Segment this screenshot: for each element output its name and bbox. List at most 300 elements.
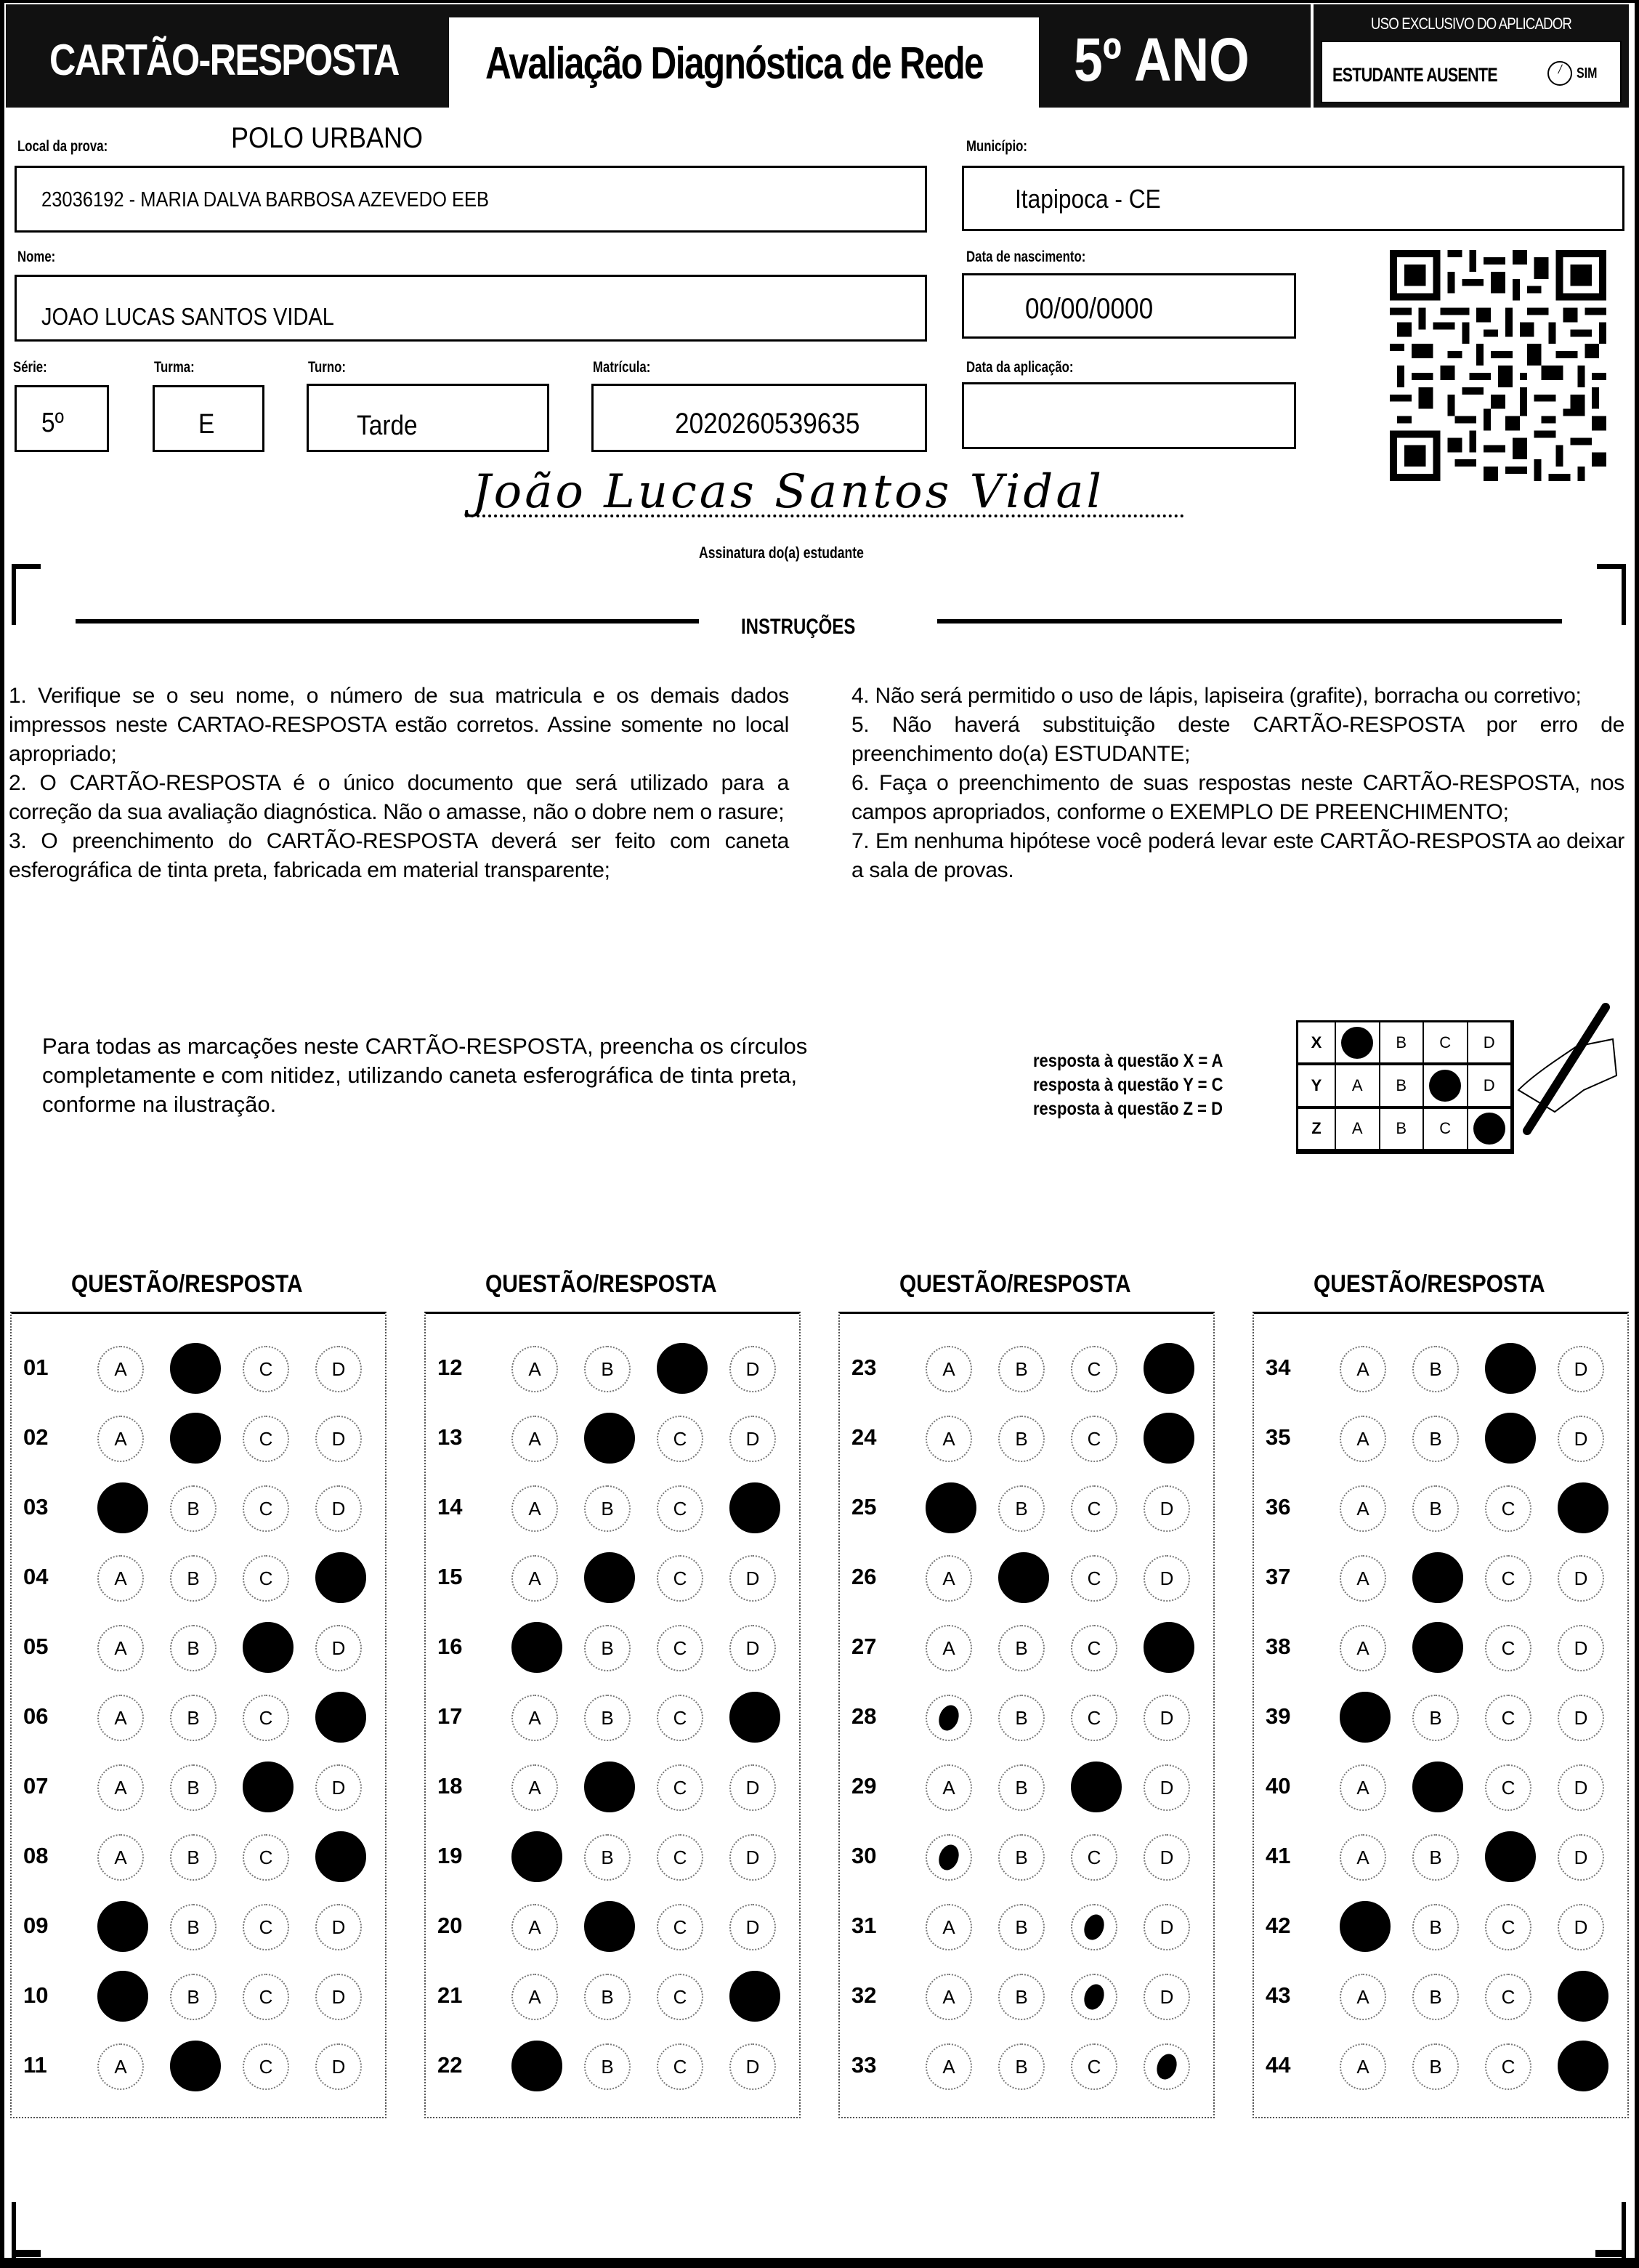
- birth-date-field: [962, 273, 1296, 339]
- answer-bubble-b[interactable]: B: [1412, 1485, 1459, 1532]
- answer-bubble-d[interactable]: D: [315, 1974, 362, 2020]
- answer-bubble-b[interactable]: B: [998, 1416, 1045, 1462]
- answer-row: [840, 1474, 1216, 1543]
- answer-bubble-c[interactable]: C: [1485, 1555, 1531, 1602]
- answer-bubble-b[interactable]: B: [998, 1485, 1045, 1532]
- absent-student-bubble[interactable]: [1547, 61, 1572, 86]
- answer-bubble-c[interactable]: C: [243, 1416, 289, 1462]
- answer-bubble-d[interactable]: [1144, 2043, 1190, 2090]
- answer-bubble-c[interactable]: C: [1071, 1555, 1117, 1602]
- card-title: CARTÃO-RESPOSTA: [49, 36, 399, 84]
- example-option-b: B: [1380, 1065, 1425, 1108]
- answer-bubble-b[interactable]: B: [998, 1346, 1045, 1392]
- page-border-left: [0, 0, 4, 2268]
- legend-line: resposta à questão X = A: [1033, 1051, 1223, 1071]
- answer-row: [426, 1543, 802, 1613]
- answer-bubble-d[interactable]: [315, 1692, 366, 1743]
- answer-bubble-b[interactable]: B: [170, 1625, 216, 1671]
- answer-bubble-d[interactable]: D: [1558, 1764, 1604, 1811]
- answer-bubble-d[interactable]: [729, 1971, 780, 2022]
- answer-bubble-d[interactable]: [315, 1552, 366, 1603]
- municipality-label: Município:: [966, 138, 1027, 155]
- instructions-left-column: [9, 682, 789, 885]
- location-area: POLO URBANO: [231, 122, 424, 154]
- answer-row: [12, 1543, 388, 1613]
- answer-bubble-a[interactable]: A: [1340, 1834, 1386, 1881]
- absent-student-label: ESTUDANTE AUSENTE: [1332, 64, 1497, 86]
- school-field: [15, 166, 927, 233]
- answer-bubble-a[interactable]: A: [97, 1555, 144, 1602]
- example-row-label: X: [1298, 1022, 1336, 1065]
- answer-bubble-c[interactable]: C: [243, 1346, 289, 1392]
- answer-bubble-c[interactable]: C: [657, 2043, 703, 2090]
- question-number: 09: [23, 1913, 49, 1938]
- answer-column-3: [838, 1312, 1215, 2118]
- question-number: 14: [437, 1494, 463, 1520]
- answer-bubble-c[interactable]: [243, 1761, 294, 1812]
- answer-bubble-a[interactable]: [926, 1834, 972, 1881]
- answer-bubble-a[interactable]: [511, 2041, 562, 2091]
- answer-bubble-b[interactable]: B: [170, 1555, 216, 1602]
- answer-bubble-a[interactable]: A: [926, 1625, 972, 1671]
- answer-bubble-b[interactable]: [1412, 1622, 1463, 1673]
- answer-bubble-b[interactable]: B: [998, 1974, 1045, 2020]
- enrollment-label: Matrícula:: [593, 359, 651, 376]
- answer-bubble-a[interactable]: A: [511, 1346, 558, 1392]
- answer-bubble-d[interactable]: D: [315, 1416, 362, 1462]
- answer-bubble-d[interactable]: D: [1558, 1904, 1604, 1950]
- answer-row: [426, 1683, 802, 1753]
- question-number: 28: [851, 1703, 877, 1729]
- answer-row: [1254, 1683, 1630, 1753]
- answer-bubble-b[interactable]: B: [1412, 1416, 1459, 1462]
- answer-bubble-a[interactable]: A: [926, 1904, 972, 1950]
- question-number: 24: [851, 1424, 877, 1450]
- answer-bubble-d[interactable]: D: [1558, 1695, 1604, 1741]
- answer-bubble-c[interactable]: [243, 1622, 294, 1673]
- header-bar: [6, 4, 1311, 108]
- answer-bubble-a[interactable]: A: [926, 2043, 972, 2090]
- answer-bubble-a[interactable]: A: [1340, 1974, 1386, 2020]
- answer-bubble-d[interactable]: [1144, 1413, 1194, 1464]
- answer-row: [12, 1892, 388, 1962]
- legend-line: resposta à questão Y = C: [1033, 1075, 1223, 1095]
- answer-row: [426, 1334, 802, 1404]
- answer-bubble-a[interactable]: A: [926, 1764, 972, 1811]
- class-field: [153, 385, 264, 452]
- answer-row: [1254, 1962, 1630, 2032]
- question-number: 11: [23, 2052, 47, 2078]
- answer-bubble-b[interactable]: B: [584, 1625, 631, 1671]
- answer-bubble-b[interactable]: [170, 1413, 221, 1464]
- answer-bubble-a[interactable]: A: [511, 1555, 558, 1602]
- answer-bubble-c[interactable]: [1071, 1761, 1122, 1812]
- answer-row: [12, 1962, 388, 2032]
- question-number: 05: [23, 1634, 49, 1659]
- answer-bubble-b[interactable]: [170, 1343, 221, 1394]
- series-label: Série:: [13, 359, 47, 376]
- answer-bubble-c[interactable]: [1485, 1413, 1536, 1464]
- question-number: 07: [23, 1773, 49, 1799]
- answer-bubble-c[interactable]: C: [1071, 2043, 1117, 2090]
- filled-bubble-icon: [1429, 1070, 1461, 1102]
- series-field: [15, 385, 109, 452]
- answer-bubble-b[interactable]: B: [170, 1485, 216, 1532]
- answer-row: [12, 1613, 388, 1683]
- answer-row: [12, 1753, 388, 1823]
- answer-bubble-a[interactable]: [97, 1482, 148, 1533]
- question-number: 27: [851, 1634, 877, 1659]
- answer-bubble-b[interactable]: B: [998, 1834, 1045, 1881]
- answer-bubble-b[interactable]: B: [1412, 1834, 1459, 1881]
- answer-bubble-d[interactable]: D: [1558, 1416, 1604, 1462]
- answer-bubble-c[interactable]: C: [243, 1485, 289, 1532]
- instruction-item: 5. Não haverá substituição deste CARTÃO-RESPOSTA por erro de preenchimento do(a) ESTUDANTE;: [851, 713, 1624, 766]
- answer-row: [840, 1892, 1216, 1962]
- example-option-d: D: [1468, 1022, 1513, 1065]
- answer-bubble-a[interactable]: A: [97, 1834, 144, 1881]
- grade-title: 5º ANO: [1074, 25, 1250, 94]
- answer-bubble-c[interactable]: [1071, 1904, 1117, 1950]
- answer-bubble-c[interactable]: C: [243, 1555, 289, 1602]
- answer-bubble-d[interactable]: [1144, 1343, 1194, 1394]
- answer-bubble-c[interactable]: C: [243, 1904, 289, 1950]
- question-number: 21: [437, 1982, 463, 2008]
- question-number: 03: [23, 1494, 49, 1520]
- answer-bubble-c[interactable]: [657, 1343, 708, 1394]
- answer-bubble-a[interactable]: A: [97, 2043, 144, 2090]
- answer-bubble-b[interactable]: B: [170, 1904, 216, 1950]
- answer-bubble-c[interactable]: C: [1071, 1346, 1117, 1392]
- corner-bracket-top-left-vertical: [12, 564, 16, 625]
- answer-bubble-a[interactable]: A: [1340, 1764, 1386, 1811]
- applicator-box: [1314, 4, 1629, 108]
- answer-bubble-c[interactable]: C: [1071, 1695, 1117, 1741]
- answer-bubble-b[interactable]: [998, 1552, 1049, 1603]
- answer-bubble-c[interactable]: C: [1485, 1695, 1531, 1741]
- class-value: E: [198, 409, 215, 440]
- question-number: 19: [437, 1843, 463, 1868]
- answer-bubble-d[interactable]: D: [729, 1416, 776, 1462]
- application-date-label: Data da aplicação:: [966, 359, 1074, 376]
- answer-bubble-d[interactable]: [729, 1482, 780, 1533]
- corner-bracket-top-left: [12, 564, 41, 569]
- answer-bubble-a[interactable]: A: [97, 1764, 144, 1811]
- answer-bubble-c[interactable]: C: [657, 1834, 703, 1881]
- question-number: 08: [23, 1843, 49, 1868]
- answer-bubble-b[interactable]: [1412, 1552, 1463, 1603]
- student-signature: João Lucas Santos Vidal: [472, 465, 1104, 519]
- answer-bubble-d[interactable]: [1558, 1482, 1608, 1533]
- answer-bubble-a[interactable]: A: [511, 1974, 558, 2020]
- answer-bubble-b[interactable]: B: [1412, 1695, 1459, 1741]
- answer-bubble-d[interactable]: [315, 1831, 366, 1882]
- answer-bubble-c[interactable]: C: [1071, 1625, 1117, 1671]
- answer-row: [426, 1613, 802, 1683]
- answer-bubble-c[interactable]: C: [657, 1764, 703, 1811]
- answer-bubble-b[interactable]: B: [584, 1974, 631, 2020]
- answer-bubble-c[interactable]: [1071, 1974, 1117, 2020]
- answer-bubble-c[interactable]: C: [1485, 1904, 1531, 1950]
- answer-bubble-d[interactable]: D: [315, 1346, 362, 1392]
- answer-row: [12, 1334, 388, 1404]
- question-number: 44: [1266, 2052, 1291, 2078]
- municipality-value: Itapipoca - CE: [1015, 184, 1161, 214]
- question-number: 20: [437, 1913, 463, 1938]
- answer-bubble-a[interactable]: A: [511, 1695, 558, 1741]
- answer-bubble-a[interactable]: A: [1340, 1625, 1386, 1671]
- answer-bubble-b[interactable]: B: [998, 1904, 1045, 1950]
- answer-bubble-b[interactable]: B: [998, 1695, 1045, 1741]
- answer-bubble-a[interactable]: A: [97, 1346, 144, 1392]
- instruction-item: 4. Não será permitido o uso de lápis, lapiseira (grafite), borracha ou corretivo;: [851, 684, 1582, 708]
- answer-bubble-b[interactable]: [584, 1552, 635, 1603]
- answer-row: [840, 1962, 1216, 2032]
- answer-bubble-c[interactable]: C: [243, 1695, 289, 1741]
- answer-row: [840, 1613, 1216, 1683]
- answer-bubble-c[interactable]: C: [243, 1974, 289, 2020]
- answer-bubble-a[interactable]: A: [1340, 1346, 1386, 1392]
- absent-student-box: [1321, 41, 1622, 103]
- answer-bubble-b[interactable]: [1412, 1761, 1463, 1812]
- question-number: 13: [437, 1424, 463, 1450]
- shift-field: [307, 384, 549, 452]
- answer-bubble-d[interactable]: D: [1144, 1974, 1190, 2020]
- answer-bubble-b[interactable]: B: [584, 1346, 631, 1392]
- instructions-title: INSTRUÇÕES: [741, 615, 856, 639]
- answer-bubble-a[interactable]: A: [1340, 1485, 1386, 1532]
- answer-bubble-a[interactable]: A: [1340, 1555, 1386, 1602]
- municipality-field: [962, 166, 1624, 231]
- answer-bubble-d[interactable]: D: [1558, 1834, 1604, 1881]
- answer-bubble-d[interactable]: D: [1144, 1695, 1190, 1741]
- question-answer-header: QUESTÃO/RESPOSTA: [485, 1270, 717, 1298]
- page-border-bottom: [0, 2258, 1639, 2268]
- answer-bubble-a[interactable]: [511, 1831, 562, 1882]
- answer-bubble-a[interactable]: A: [926, 1974, 972, 2020]
- answer-bubble-d[interactable]: D: [729, 1904, 776, 1950]
- answer-bubble-a[interactable]: [511, 1622, 562, 1673]
- answer-bubble-d[interactable]: D: [315, 2043, 362, 2090]
- answer-bubble-a[interactable]: A: [511, 1904, 558, 1950]
- answer-bubble-a[interactable]: [1340, 1692, 1391, 1743]
- fill-instructions-note: Para todas as marcações neste CARTÃO-RESPOSTA, preencha os círculos completamente e com nitidez, utilizando caneta esferográfica de tinta preta, conforme na ilustração.: [42, 1033, 808, 1117]
- answer-bubble-d[interactable]: [729, 1692, 780, 1743]
- answer-row: [12, 1474, 388, 1543]
- corner-bracket-top-right-vertical: [1622, 564, 1626, 625]
- answer-bubble-b[interactable]: [584, 1901, 635, 1952]
- birth-date-value: 00/00/0000: [1025, 293, 1154, 325]
- answer-bubble-d[interactable]: [1558, 2041, 1608, 2091]
- answer-row: [12, 2032, 388, 2102]
- answer-bubble-b[interactable]: B: [584, 2043, 631, 2090]
- answer-bubble-b[interactable]: B: [170, 1764, 216, 1811]
- fill-example-grid: [1296, 1020, 1514, 1154]
- answer-bubble-c[interactable]: C: [657, 1974, 703, 2020]
- answer-bubble-b[interactable]: [170, 2041, 221, 2091]
- question-number: 25: [851, 1494, 877, 1520]
- answer-bubble-d[interactable]: D: [315, 1904, 362, 1950]
- answer-bubble-a[interactable]: A: [97, 1416, 144, 1462]
- answer-bubble-a[interactable]: A: [97, 1625, 144, 1671]
- answer-bubble-d[interactable]: D: [1558, 1625, 1604, 1671]
- instructions-rule-right: [937, 619, 1562, 624]
- answer-bubble-a[interactable]: A: [926, 1346, 972, 1392]
- answer-bubble-d[interactable]: D: [315, 1764, 362, 1811]
- answer-row: [840, 2032, 1216, 2102]
- question-number: 18: [437, 1773, 463, 1799]
- example-option-c: [1424, 1065, 1468, 1108]
- question-number: 23: [851, 1355, 877, 1380]
- answer-bubble-d[interactable]: D: [1144, 1904, 1190, 1950]
- corner-bracket-bottom-left: [12, 2250, 41, 2257]
- answer-bubble-c[interactable]: C: [657, 1625, 703, 1671]
- answer-bubble-d[interactable]: D: [729, 1555, 776, 1602]
- answer-bubble-a[interactable]: [97, 1901, 148, 1952]
- answer-bubble-b[interactable]: B: [1412, 1904, 1459, 1950]
- answer-bubble-a[interactable]: [1340, 1901, 1391, 1952]
- answer-row: [12, 1683, 388, 1753]
- answer-bubble-c[interactable]: C: [657, 1904, 703, 1950]
- answer-bubble-b[interactable]: B: [170, 1834, 216, 1881]
- answer-row: [840, 1404, 1216, 1474]
- instruction-item: 1. Verifique se o seu nome, o número de sua matricula e os demais dados impressos neste CARTAO-RESPOSTA estão corretos. Assine somente no local apropriado;: [9, 684, 789, 766]
- answer-bubble-c[interactable]: C: [243, 1834, 289, 1881]
- question-number: 10: [23, 1982, 49, 2008]
- answer-bubble-d[interactable]: D: [1144, 1555, 1190, 1602]
- answer-bubble-a[interactable]: A: [511, 1764, 558, 1811]
- answer-bubble-d[interactable]: D: [729, 1764, 776, 1811]
- question-number: 15: [437, 1564, 463, 1589]
- answer-bubble-c[interactable]: C: [657, 1416, 703, 1462]
- question-number: 22: [437, 2052, 463, 2078]
- answer-bubble-a[interactable]: A: [1340, 2043, 1386, 2090]
- question-number: 39: [1266, 1703, 1291, 1729]
- answer-bubble-d[interactable]: D: [315, 1485, 362, 1532]
- corner-bracket-bottom-right: [1595, 2250, 1624, 2257]
- question-number: 26: [851, 1564, 877, 1589]
- answer-bubble-b[interactable]: B: [1412, 2043, 1459, 2090]
- answer-bubble-c[interactable]: C: [657, 1555, 703, 1602]
- answer-bubble-d[interactable]: D: [1144, 1485, 1190, 1532]
- answer-row: [426, 1823, 802, 1892]
- answer-bubble-b[interactable]: B: [584, 1485, 631, 1532]
- answer-bubble-b[interactable]: B: [1412, 1346, 1459, 1392]
- example-row-label: Z: [1298, 1109, 1336, 1152]
- instruction-item: 2. O CARTÃO-RESPOSTA é o único documento que será utilizado para a correção da sua avaliação diagnóstica. Não o amasse, não o dobre nem o rasure;: [9, 771, 789, 824]
- answer-bubble-b[interactable]: B: [170, 1695, 216, 1741]
- answer-column-4: [1252, 1312, 1629, 2118]
- application-date-field[interactable]: [962, 382, 1296, 449]
- question-number: 32: [851, 1982, 877, 2008]
- answer-bubble-a[interactable]: A: [97, 1695, 144, 1741]
- answer-bubble-b[interactable]: B: [584, 1695, 631, 1741]
- answer-bubble-c[interactable]: C: [1485, 2043, 1531, 2090]
- answer-bubble-d[interactable]: D: [1144, 1834, 1190, 1881]
- answer-bubble-b[interactable]: B: [170, 1974, 216, 2020]
- pen-hand-icon: [1489, 1003, 1620, 1148]
- answer-bubble-d[interactable]: D: [729, 1625, 776, 1671]
- question-number: 36: [1266, 1494, 1291, 1520]
- answer-bubble-b[interactable]: [584, 1761, 635, 1812]
- question-answer-header: QUESTÃO/RESPOSTA: [899, 1270, 1131, 1298]
- answer-bubble-d[interactable]: D: [729, 2043, 776, 2090]
- question-number: 30: [851, 1843, 877, 1868]
- enrollment-field: [591, 384, 927, 452]
- answer-bubble-a[interactable]: A: [1340, 1416, 1386, 1462]
- answer-column-2: [424, 1312, 801, 2118]
- question-number: 02: [23, 1424, 49, 1450]
- shift-value: Tarde: [357, 411, 418, 441]
- answer-bubble-c[interactable]: C: [1485, 1625, 1531, 1671]
- question-number: 35: [1266, 1424, 1291, 1450]
- answer-bubble-a[interactable]: A: [511, 1485, 558, 1532]
- answer-bubble-c[interactable]: C: [1485, 1485, 1531, 1532]
- answer-bubble-d[interactable]: [1558, 1971, 1608, 2022]
- answer-bubble-c[interactable]: C: [243, 2043, 289, 2090]
- answer-bubble-a[interactable]: A: [511, 1416, 558, 1462]
- answer-bubble-c[interactable]: C: [1071, 1416, 1117, 1462]
- question-number: 29: [851, 1773, 877, 1799]
- answer-bubble-a[interactable]: [97, 1971, 148, 2022]
- answer-bubble-d[interactable]: D: [1558, 1555, 1604, 1602]
- answer-bubble-d[interactable]: [1144, 1622, 1194, 1673]
- answer-bubble-c[interactable]: C: [657, 1485, 703, 1532]
- answer-bubble-c[interactable]: [1485, 1343, 1536, 1394]
- answer-bubble-c[interactable]: C: [657, 1695, 703, 1741]
- answer-column-1: [10, 1312, 387, 2118]
- answer-bubble-d[interactable]: D: [729, 1834, 776, 1881]
- school-value: 23036192 - MARIA DALVA BARBOSA AZEVEDO EEB: [41, 188, 490, 211]
- answer-bubble-b[interactable]: B: [584, 1834, 631, 1881]
- answer-bubble-c[interactable]: C: [1071, 1485, 1117, 1532]
- answer-row: [426, 1753, 802, 1823]
- answer-bubble-b[interactable]: B: [998, 1764, 1045, 1811]
- answer-bubble-a[interactable]: [926, 1695, 972, 1741]
- answer-bubble-c[interactable]: C: [1071, 1834, 1117, 1881]
- answer-bubble-d[interactable]: D: [1144, 1764, 1190, 1811]
- answer-row: [840, 1753, 1216, 1823]
- answer-bubble-c[interactable]: C: [1485, 1764, 1531, 1811]
- instruction-item: 3. O preenchimento do CARTÃO-RESPOSTA deverá ser feito com caneta esferográfica de tinta preta, fabricada em material transparente;: [9, 829, 789, 882]
- answer-row: [1254, 1892, 1630, 1962]
- answer-bubble-b[interactable]: [584, 1413, 635, 1464]
- answer-bubble-a[interactable]: A: [926, 1416, 972, 1462]
- example-row-label: Y: [1298, 1065, 1336, 1108]
- birth-date-label: Data de nascimento:: [966, 249, 1086, 265]
- answer-row: [840, 1334, 1216, 1404]
- question-number: 04: [23, 1564, 49, 1589]
- instruction-item: 6. Faça o preenchimento de suas respostas neste CARTÃO-RESPOSTA, nos campos apropriados, conforme o EXEMPLO DE PREENCHIMENTO;: [851, 771, 1624, 824]
- answer-bubble-a[interactable]: [926, 1482, 976, 1533]
- evaluation-title-box: [449, 17, 1039, 110]
- answer-bubble-b[interactable]: B: [998, 2043, 1045, 2090]
- answer-bubble-a[interactable]: A: [926, 1555, 972, 1602]
- answer-row: [12, 1404, 388, 1474]
- answer-row: [426, 1474, 802, 1543]
- example-option-b: B: [1380, 1109, 1425, 1152]
- question-number: 38: [1266, 1634, 1291, 1659]
- answer-bubble-b[interactable]: B: [1412, 1974, 1459, 2020]
- answer-bubble-d[interactable]: D: [1558, 1346, 1604, 1392]
- answer-bubble-d[interactable]: D: [315, 1625, 362, 1671]
- answer-bubble-c[interactable]: [1485, 1831, 1536, 1882]
- answer-bubble-c[interactable]: C: [1485, 1974, 1531, 2020]
- question-number: 41: [1266, 1843, 1291, 1868]
- answer-bubble-b[interactable]: B: [998, 1625, 1045, 1671]
- example-option-b: B: [1380, 1022, 1425, 1065]
- answer-bubble-d[interactable]: D: [729, 1346, 776, 1392]
